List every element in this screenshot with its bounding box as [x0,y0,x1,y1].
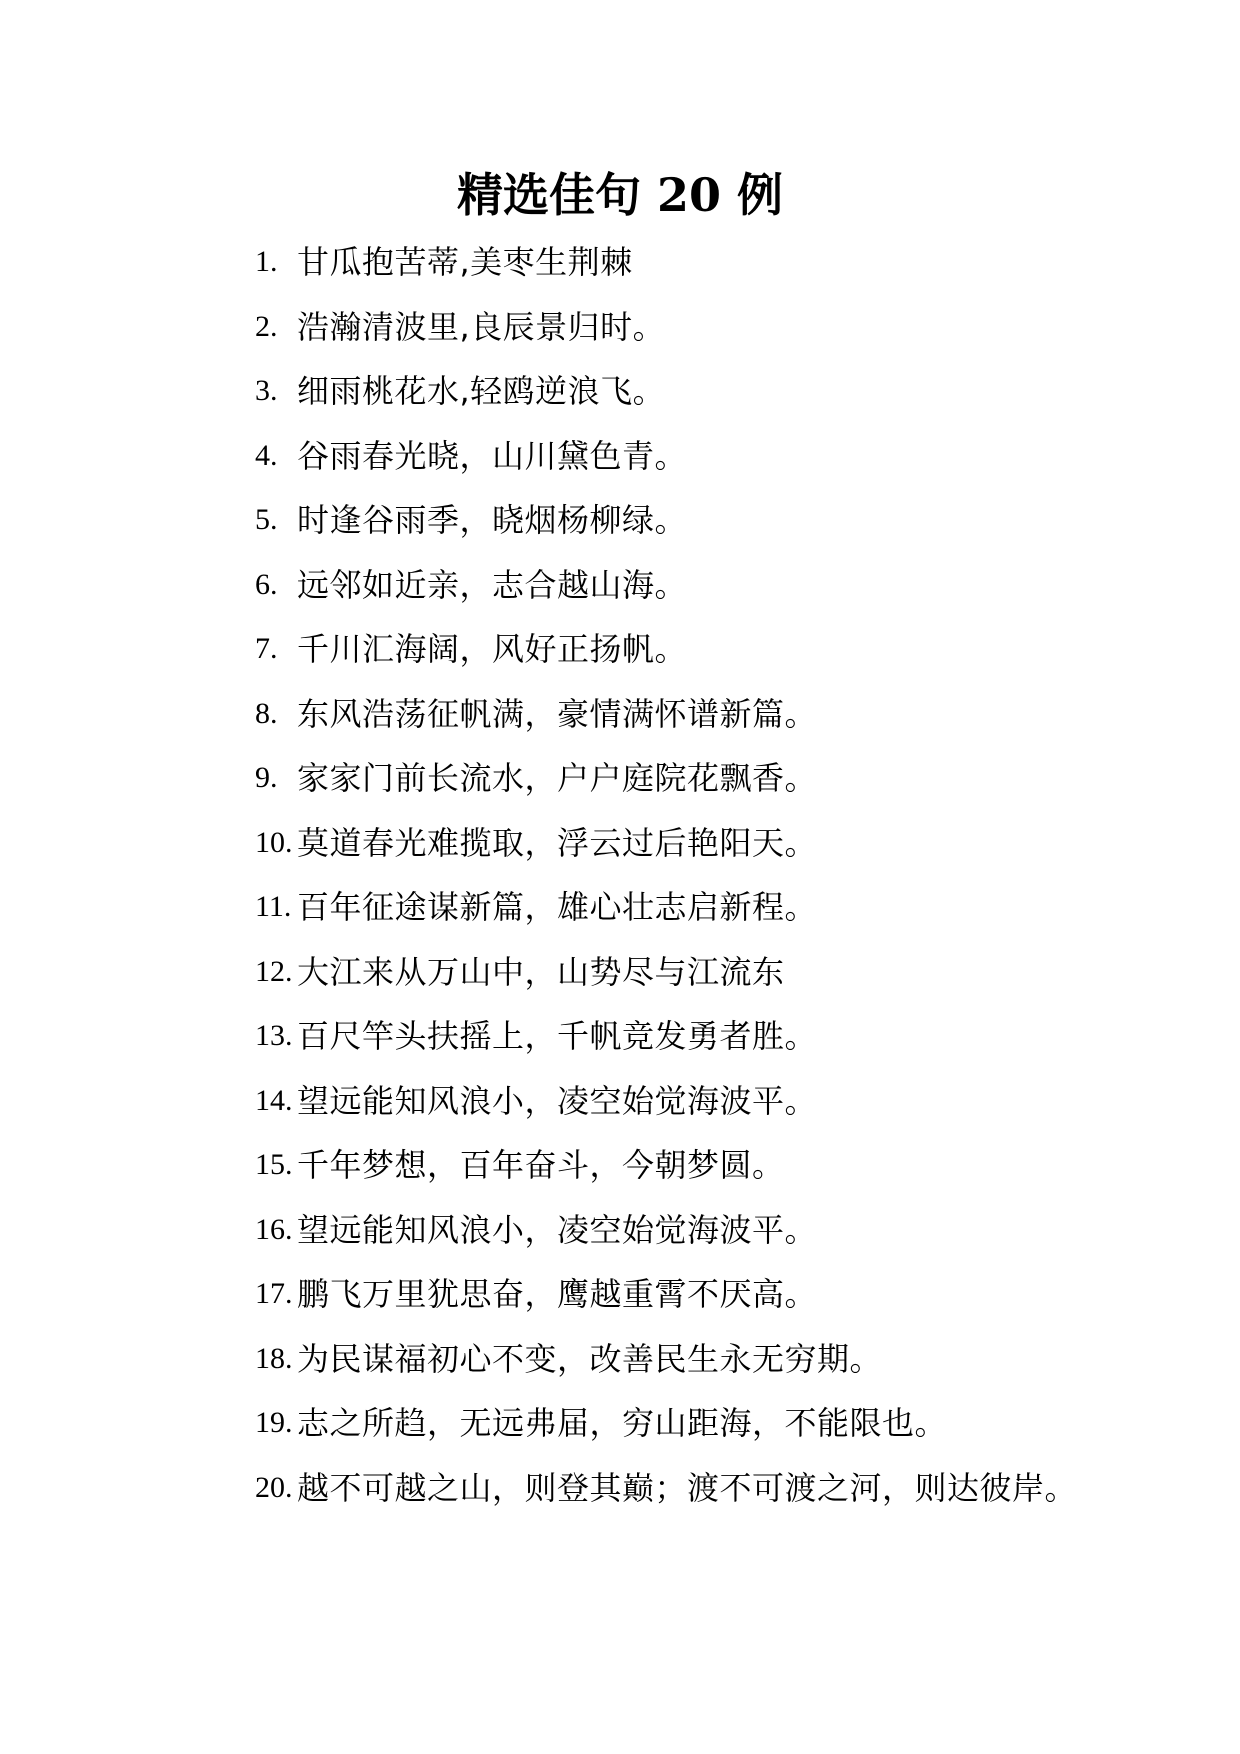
list-item [255,230,1085,295]
item-number: 5. [255,503,278,536]
list-item [255,1391,1085,1456]
item-text: 望远能知风浪小，凌空始觉海波平。 [297,1210,818,1249]
item-number: 10. [255,825,293,859]
list-item [255,617,1085,682]
item-number: 13. [255,1019,293,1052]
item-number: 6. [255,567,278,601]
item-text: 家家门前长流水，户户庭院花飘香。 [297,759,818,797]
list-item [255,811,1085,876]
list-item [255,488,1085,553]
item-number: 20. [255,1470,293,1504]
list-item [255,746,1085,811]
item-number: 1. [255,245,278,278]
item-number: 11. [255,890,292,923]
list-item [255,424,1085,489]
item-number: 15. [255,1148,293,1181]
list-item [255,1262,1085,1327]
item-number: 16. [255,1212,293,1246]
item-text: 谷雨春光晓，山川黛色青。 [297,436,688,475]
list-item [255,1004,1085,1069]
item-number: 2. [255,309,278,343]
item-text: 千年梦想，百年奋斗，今朝梦圆。 [297,1146,785,1184]
item-text: 远邻如近亲，志合越山海。 [297,565,688,604]
item-text: 志之所趋，无远弗届，穷山距海，不能限也。 [297,1404,948,1442]
item-text: 东风浩荡征帆满，豪情满怀谱新篇。 [297,694,818,733]
item-text: 时逢谷雨季，晓烟杨柳绿。 [297,501,688,539]
item-text: 千川汇海阔，风好正扬帆。 [297,630,688,668]
item-text: 百尺竿头扶摇上，千帆竞发勇者胜。 [297,1017,818,1055]
item-text: 甘瓜抱苦蒂,美枣生荆棘 [297,243,633,281]
list-item [255,295,1085,360]
list-item [255,875,1085,940]
item-number: 9. [255,761,278,794]
list-item [255,1133,1085,1198]
item-number: 17. [255,1277,293,1310]
list-item [255,359,1085,424]
list-item [255,1327,1085,1392]
item-number: 18. [255,1341,293,1375]
item-text: 鹏飞万里犹思奋，鹰越重霄不厌高。 [297,1275,818,1313]
item-text: 望远能知风浪小，凌空始觉海波平。 [297,1081,818,1120]
item-number: 12. [255,954,293,988]
list-item [255,682,1085,747]
item-text: 越不可越之山，则登其巅；渡不可渡之河，则达彼岸。 [297,1468,1078,1507]
item-number: 19. [255,1406,293,1439]
list-item [255,940,1085,1005]
item-text: 为民谋福初心不变，改善民生永无穷期。 [297,1339,883,1378]
item-text: 百年征途谋新篇，雄心壮志启新程。 [297,888,818,926]
item-text: 大江来从万山中，山势尽与江流东 [297,952,785,991]
item-number: 8. [255,696,278,730]
list-item [255,1456,1085,1521]
item-text: 浩瀚清波里,良辰景归时。 [297,307,666,346]
item-number: 14. [255,1083,293,1117]
item-text: 细雨桃花水,轻鸥逆浪飞。 [297,372,666,410]
list-item [255,1069,1085,1134]
item-number: 4. [255,438,278,472]
page-title: 精选佳句 20 例 [456,168,784,222]
item-text: 莫道春光难揽取，浮云过后艳阳天。 [297,823,818,862]
list-item [255,1198,1085,1263]
sentence-list [255,230,1085,1520]
list-item [255,553,1085,618]
item-number: 3. [255,374,278,407]
item-number: 7. [255,632,278,665]
